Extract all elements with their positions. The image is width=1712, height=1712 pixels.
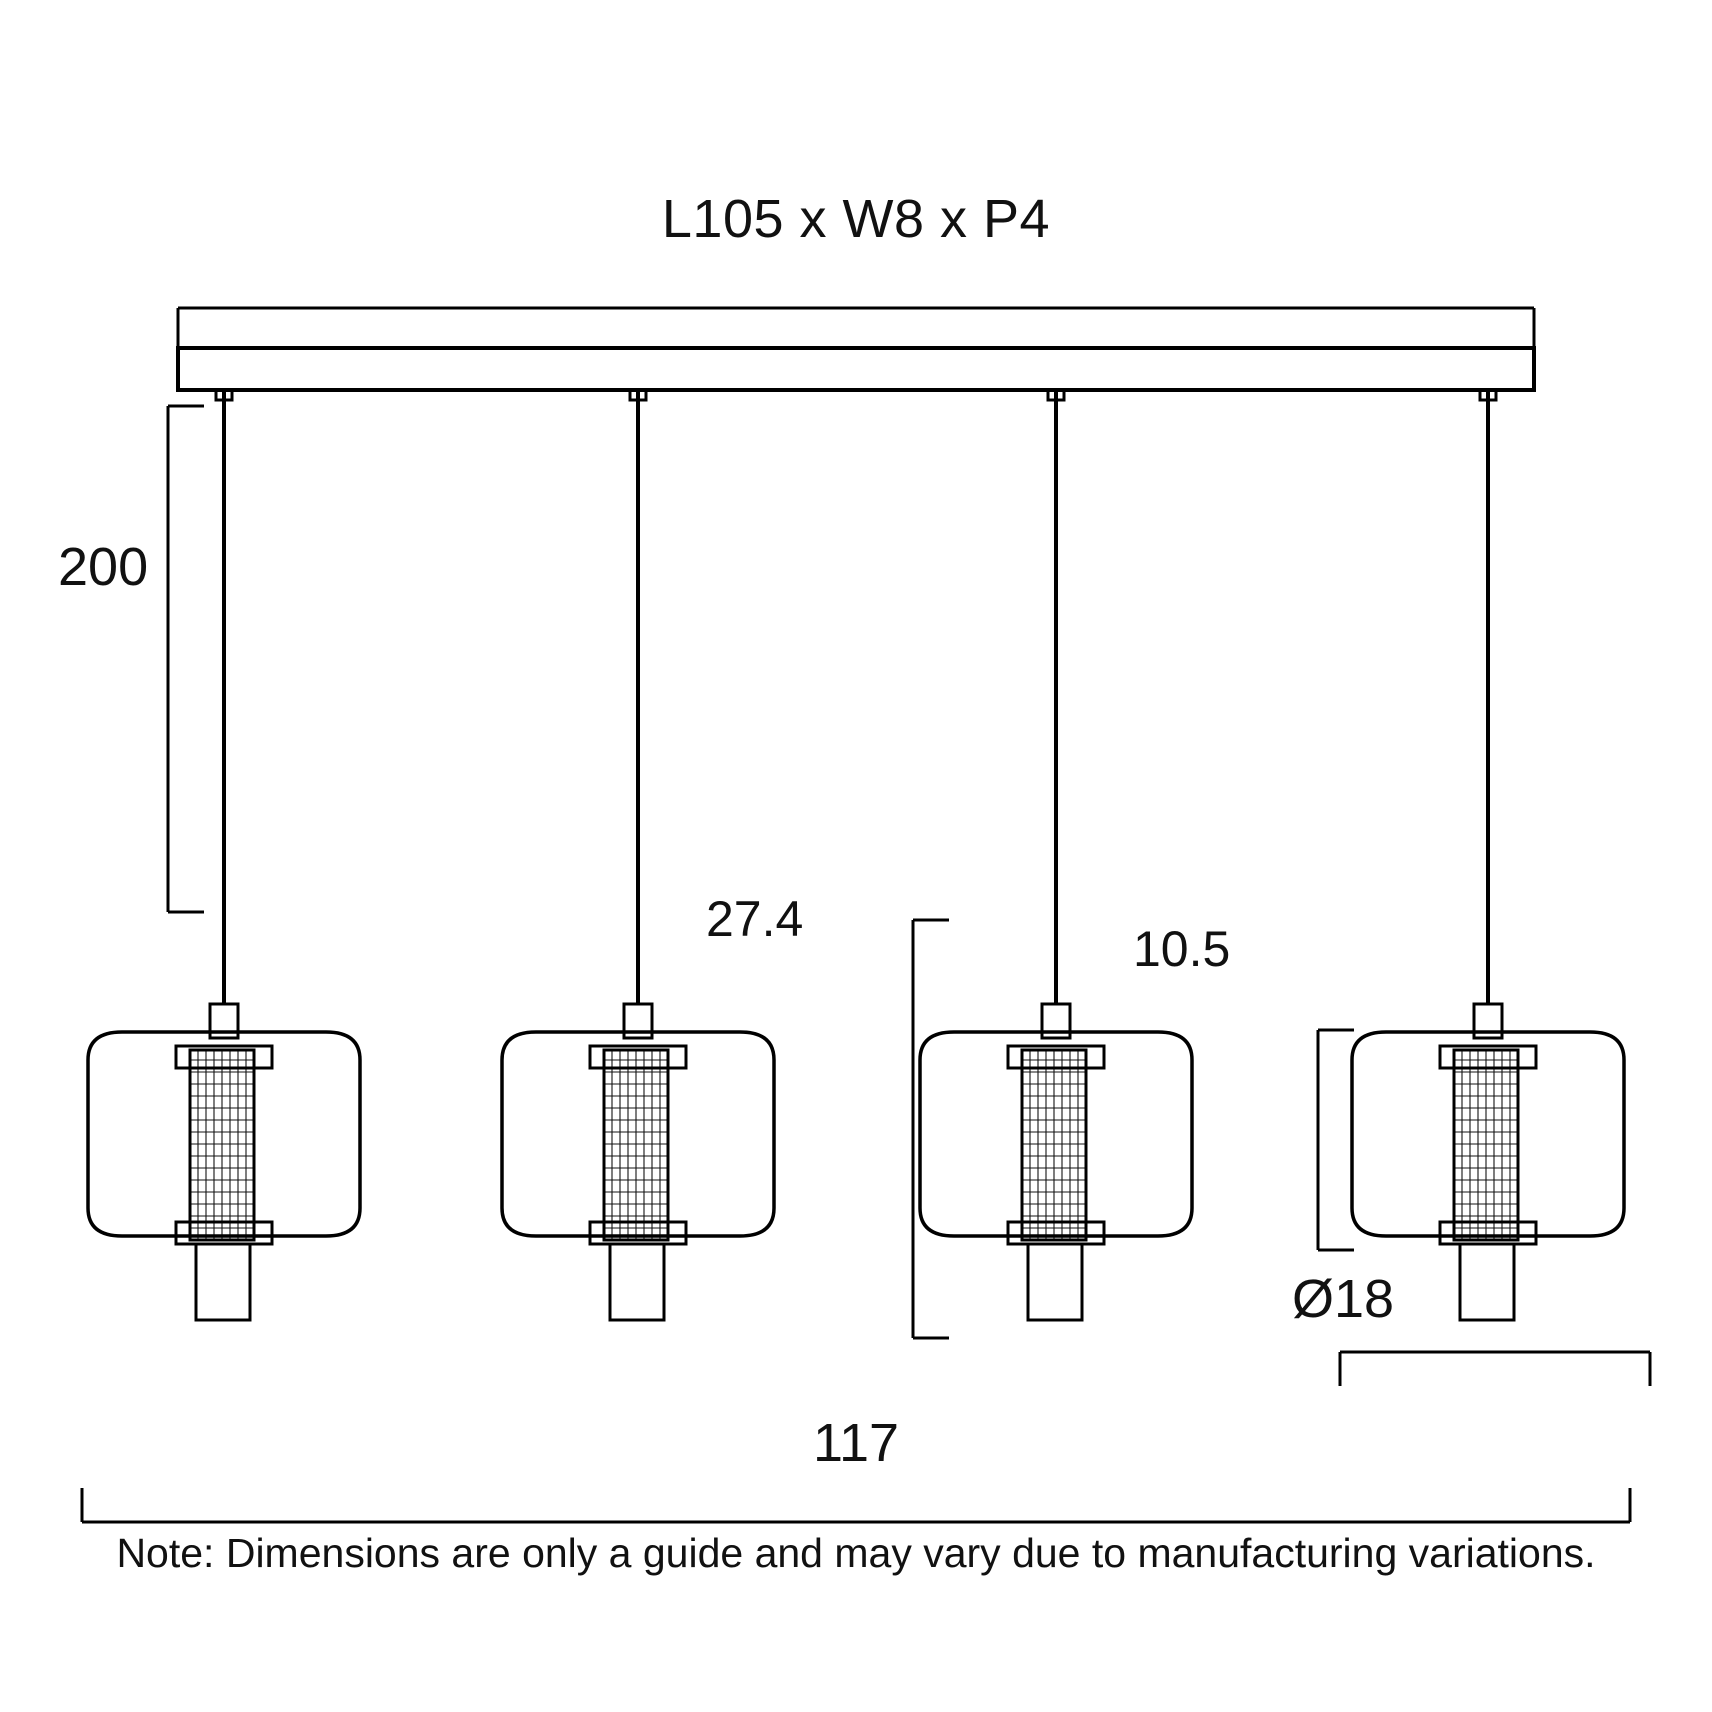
pendant-4 — [1352, 390, 1624, 1320]
pendant-1 — [88, 390, 360, 1320]
overall-width-dimension — [82, 1488, 1630, 1522]
shade-body-height-dimension — [1318, 1030, 1354, 1250]
dimension-label-shade-diameter: Ø18 — [1292, 1269, 1395, 1329]
dimension-label-shade-body-height: 10.5 — [1133, 921, 1231, 977]
drawing-title: L105 x W8 x P4 — [661, 189, 1051, 249]
pendant-3 — [920, 390, 1192, 1320]
drawing-note: Note: Dimensions are only a guide and may vary due to manufacturing variations. — [116, 1530, 1596, 1576]
dimension-label-shade-height: 27.4 — [706, 891, 804, 947]
dimension-label-overall-width: 117 — [812, 1413, 900, 1473]
ceiling-mount-bar — [178, 348, 1534, 390]
drop-height-dimension — [168, 406, 204, 912]
shade-diameter-dimension — [1340, 1352, 1650, 1386]
dimension-label-drop-height: 200 — [58, 537, 149, 597]
top-dimension-line — [178, 308, 1534, 348]
pendant-2 — [502, 390, 774, 1320]
